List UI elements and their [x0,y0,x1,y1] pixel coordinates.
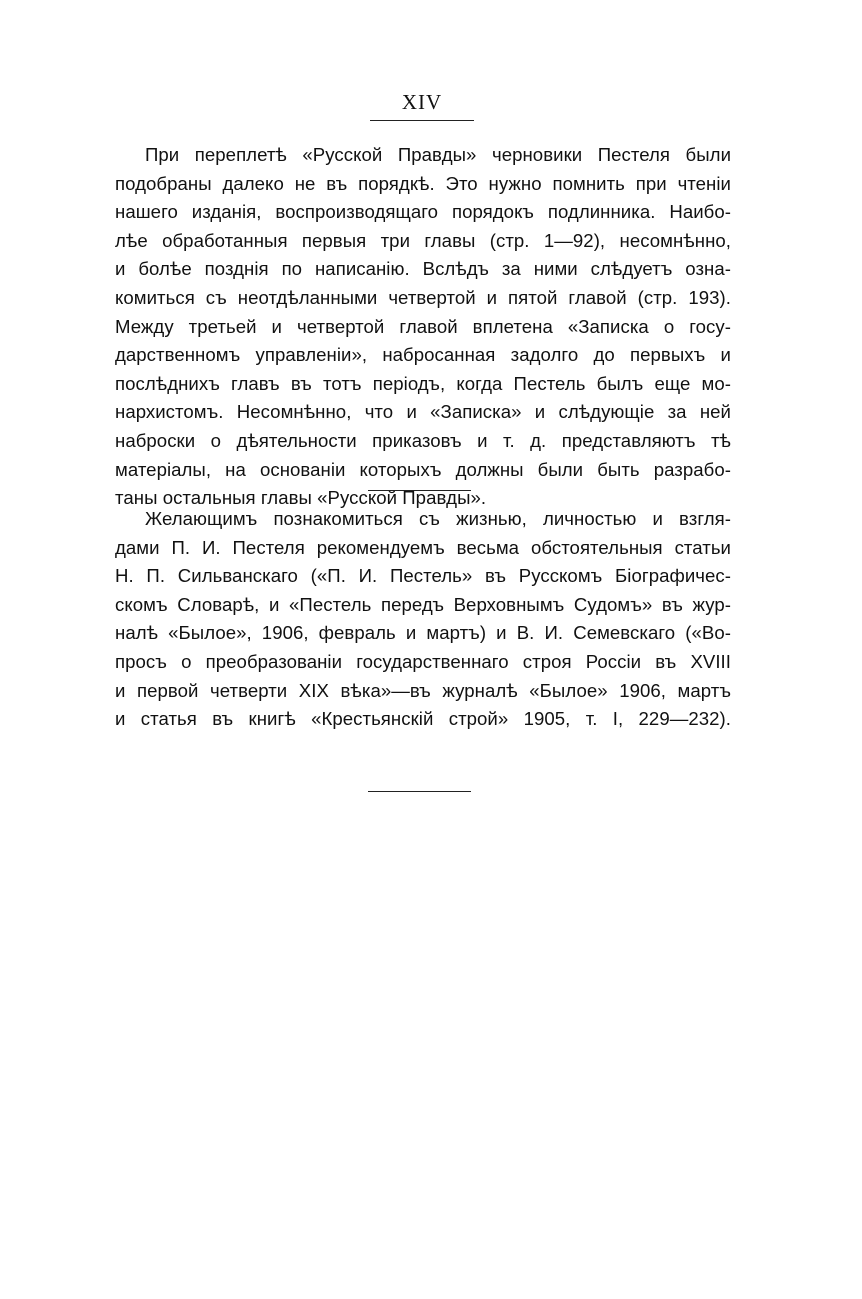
text-line: матеріалы, на основаніи которыхъ должны были быть разрабо- [115,458,731,480]
text-line: Н. П. Сильванскаго («П. И. Пестель» въ Русскомъ Біографичес- [115,565,731,587]
text-line: комиться съ неотдѣланными четвертой и пятой главой (стр. 193). [115,286,731,308]
text-line: наброски о дѣятельности приказовъ и т. д. представляютъ тѣ [115,429,731,451]
paragraph-2 [115,505,731,734]
text-line: Желающимъ познакомиться съ жизнью, личностью и взгля- [145,508,731,529]
text-line: нархистомъ. Несомнѣнно, что и «Записка» и слѣдующіе за ней [115,401,731,423]
text-line: нашего изданія, воспроизводящаго порядокъ подлинника. Наибо- [115,201,731,223]
text-line: подобраны далеко не въ порядкѣ. Это нужно помнить при чтеніи [115,172,731,194]
text-line: налѣ «Былое», 1906, февраль и мартъ) и В. И. Семевскаго («Во- [115,622,731,644]
section-divider [368,490,471,491]
text-line: Между третьей и четвертой главой вплетена «Записка о госу- [115,315,731,337]
text-line: дарственномъ управленіи», набросанная задолго до первыхъ и [115,344,731,366]
page-number: XIV [401,90,443,114]
text-line: и статья въ книгѣ «Крестьянскій строй» 1905, т. I, 229—232). [115,708,731,730]
text-line: При переплетѣ «Русской Правды» черновики Пестеля были [145,144,731,165]
text-line: лѣе обработанныя первыя три главы (стр. 1—92), несомнѣнно, [115,229,731,251]
text-line: таны остальныя главы «Русской Правды». [115,487,487,509]
paragraph-1 [115,141,731,513]
text-line: просъ о преобразованіи государственнаго строя Россіи въ XVIII [115,650,731,672]
end-divider [368,791,471,792]
text-line: дами П. И. Пестеля рекомендуемъ весьма обстоятельныя статьи [115,536,731,558]
text-line: скомъ Словарѣ, и «Пестель передъ Верховнымъ Судомъ» въ жур- [115,593,731,615]
text-line: послѣднихъ главъ въ тотъ періодъ, когда Пестель былъ еще мо- [115,372,731,394]
text-line: и болѣе позднія по написанію. Вслѣдъ за ними слѣдуетъ озна- [115,258,731,280]
text-line: и первой четверти XIX вѣка»—въ журналѣ «Былое» 1906, мартъ [115,679,731,701]
page-number-underline [370,120,474,121]
